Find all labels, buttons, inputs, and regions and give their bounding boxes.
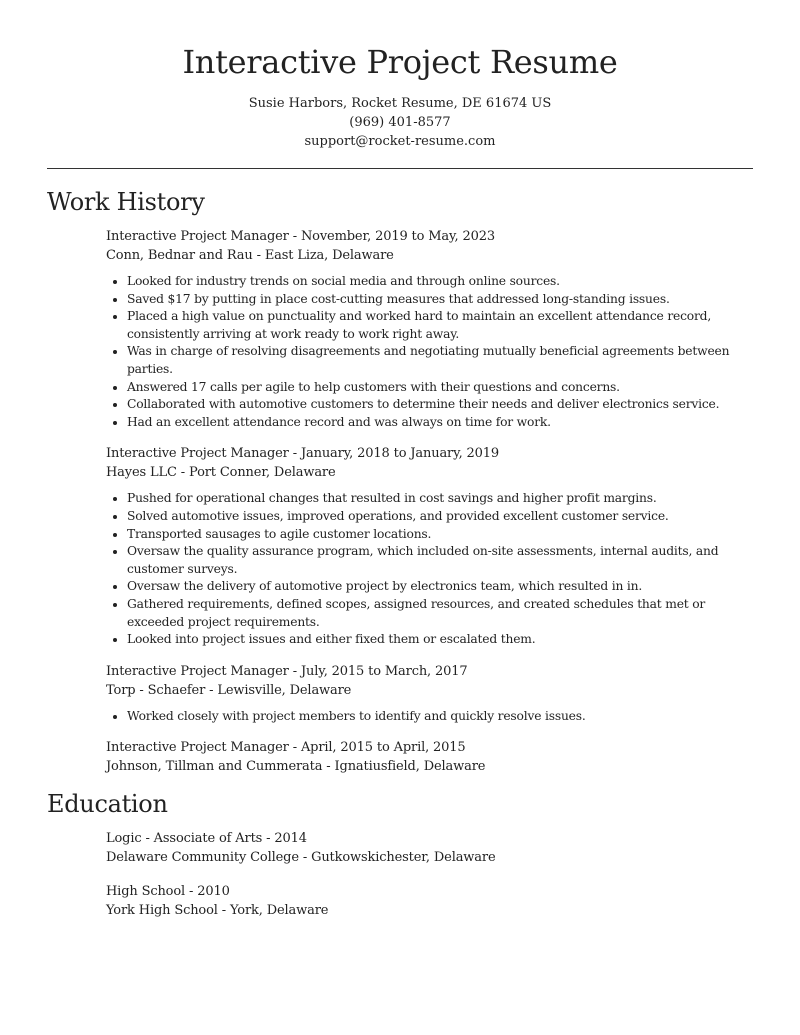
job-company-location: Johnson, Tillman and Cummerata - Ignatiusfield, Delaware <box>106 759 486 775</box>
bullet-item: • Had an excellent attendance record and was always on time for work. <box>127 414 753 432</box>
bullet-item: • Gathered requirements, defined scopes, assigned resources, and created schedules that met or exceeded project requirements. <box>127 596 753 631</box>
job-role-dates: Interactive Project Manager - July, 2015 to March, 2017 <box>106 663 468 679</box>
job-entry <box>106 662 753 726</box>
education-school: Delaware Community College - Gutkowskichester, Delaware <box>106 850 496 866</box>
contact-info <box>0 94 800 151</box>
education-entry <box>106 829 753 867</box>
bullet-item: • Oversaw the quality assurance program, which included on-site assessments, internal audits, and customer surveys. <box>127 543 753 578</box>
bullet-item: • Pushed for operational changes that resulted in cost savings and higher profit margins. <box>127 490 753 508</box>
bullet-item: • Worked closely with project members to identify and quickly resolve issues. <box>127 708 753 726</box>
job-bullets <box>106 708 753 726</box>
job-role-dates: Interactive Project Manager - April, 2015 to April, 2015 <box>106 740 466 756</box>
bullet-item: • Oversaw the delivery of automotive project by electronics team, which resulted in in. <box>127 578 753 596</box>
job-company-location: Torp - Schaefer - Lewisville, Delaware <box>106 682 352 698</box>
work-history-section <box>47 187 753 776</box>
job-entry <box>106 227 753 431</box>
section-title: Education <box>47 790 168 819</box>
bullet-item: • Placed a high value on punctuality and worked hard to maintain an excellent attendance record, consistently arriving at work ready to work right away. <box>127 308 753 343</box>
bullet-item: • Was in charge of resolving disagreements and negotiating mutually beneficial agreements between parties. <box>127 343 753 378</box>
bullet-item: • Collaborated with automotive customers to determine their needs and deliver electronics service. <box>127 396 753 414</box>
resume-title: Interactive Project Resume <box>182 43 618 81</box>
job-entry <box>106 444 753 648</box>
address: Susie Harbors, Rocket Resume, DE 61674 US <box>248 96 552 111</box>
education-degree: Logic - Associate of Arts - 2014 <box>106 831 307 847</box>
bullet-item: • Transported sausages to agile customer locations. <box>127 526 753 544</box>
bullet-item: • Saved $17 by putting in place cost-cutting measures that addressed long-standing issues. <box>127 291 753 309</box>
divider <box>47 168 753 169</box>
job-role-dates: Interactive Project Manager - January, 2018 to January, 2019 <box>106 446 500 462</box>
bullet-item: • Looked for industry trends on social media and through online sources. <box>127 273 753 291</box>
bullet-item: • Answered 17 calls per agile to help customers with their questions and concerns. <box>127 379 753 397</box>
education-degree: High School - 2010 <box>106 884 230 900</box>
job-company-location: Hayes LLC - Port Conner, Delaware <box>106 465 336 481</box>
job-company-location: Conn, Bednar and Rau - East Liza, Delaware <box>106 248 394 263</box>
job-entry <box>106 738 753 776</box>
job-bullets <box>106 490 753 648</box>
bullet-item: • Solved automotive issues, improved operations, and provided excellent customer service. <box>127 508 753 526</box>
bullet-item: • Looked into project issues and either fixed them or escalated them. <box>127 631 753 649</box>
section-title: Work History <box>47 188 205 216</box>
job-role-dates: Interactive Project Manager - November, 2019 to May, 2023 <box>106 229 495 244</box>
education-section <box>47 789 753 920</box>
email: support@rocket-resume.com <box>304 134 496 149</box>
education-entry <box>106 882 753 920</box>
education-school: York High School - York, Delaware <box>106 903 329 919</box>
job-bullets <box>106 273 753 431</box>
phone: (969) 401-8577 <box>349 115 451 130</box>
